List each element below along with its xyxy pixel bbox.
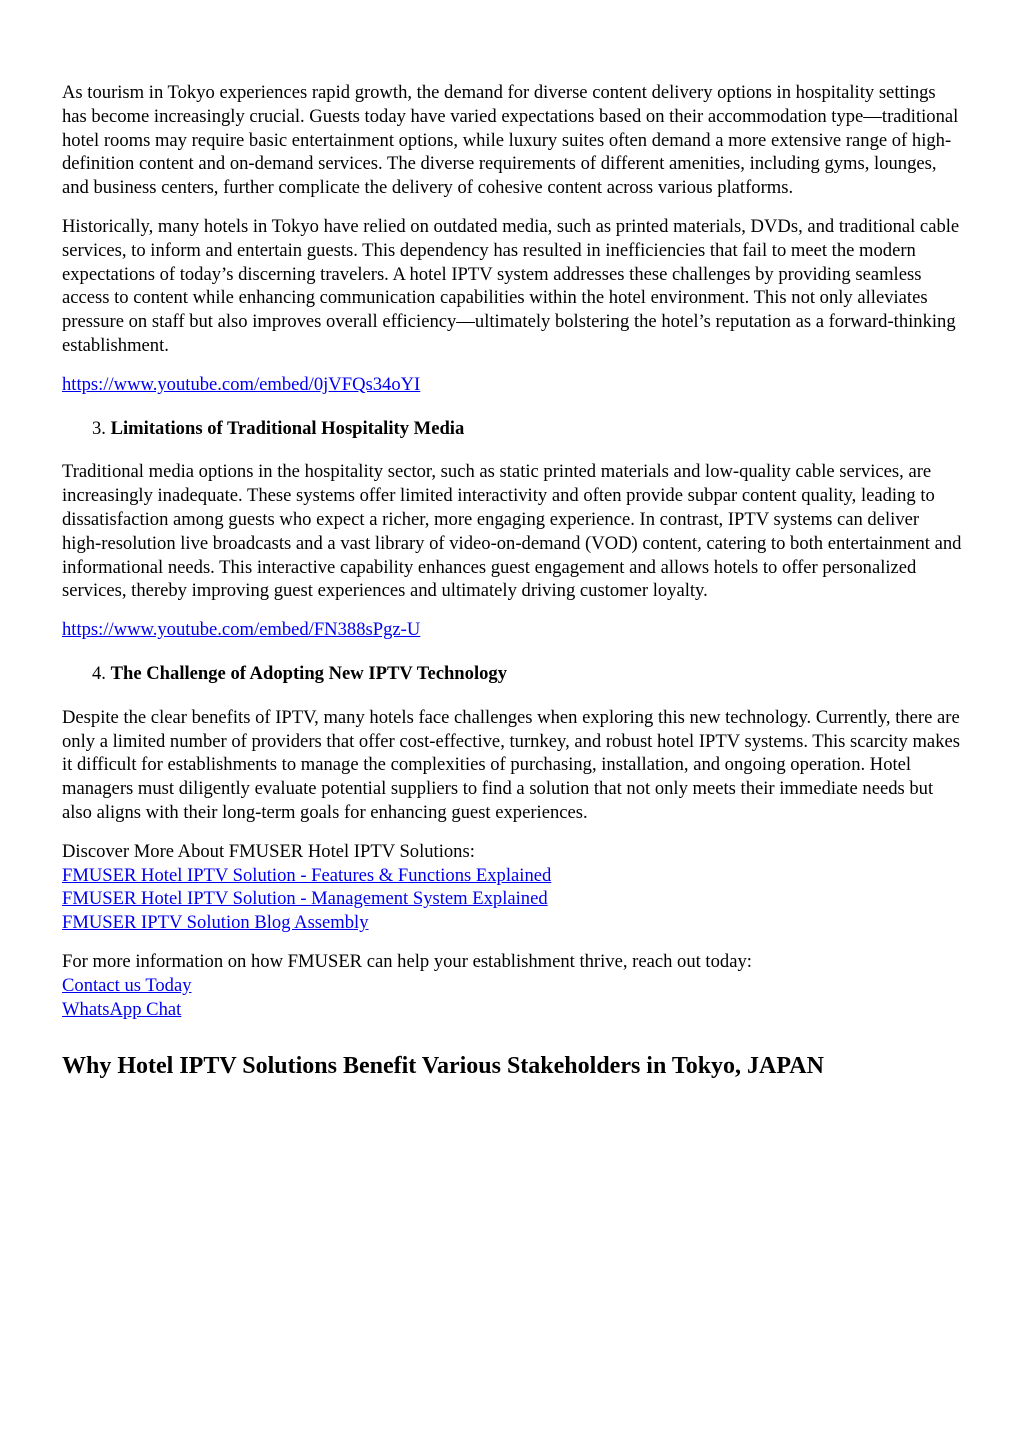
- paragraph-outdated-media: Historically, many hotels in Tokyo have relied on outdated media, such as printed materials, DVDs, and traditional cable services, to inform and entertain guests. This dependency has resulted in inefficiencies that fail to meet the modern expectations of today’s discerning travelers. A hotel IPTV system addresses these challenges by providing seamless access to content while enhancing communication capabilities within the hotel environment. This not only alleviates pressure on staff but also improves overall efficiency—ultimately bolstering the hotel’s reputation as a forward-thinking establishment.: [62, 215, 960, 356]
- list-number-3: 3.: [92, 417, 106, 439]
- management-system-link[interactable]: FMUSER Hotel IPTV Solution - Management System Explained: [62, 888, 548, 910]
- discover-more-block: [62, 840, 962, 935]
- video-link-line-2: [62, 618, 962, 642]
- paragraph-adoption-challenge: Despite the clear benefits of IPTV, many hotels face challenges when exploring this new technology. Currently, there are only a limited number of providers that offer cost-effective, turnkey, and robust hotel IPTV systems. This scarcity makes it difficult for establishments to manage the complexities of purchasing, installation, and ongoing operation. Hotel managers must diligently evaluate potential suppliers to find a solution that not only meets their immediate needs but also aligns with their long-term goals for enhancing guest experiences.: [62, 706, 960, 823]
- paragraph-tourism-demand: As tourism in Tokyo experiences rapid growth, the demand for diverse content delivery options in hospitality settings has become increasingly crucial. Guests today have varied expectations based on their accommodation type—traditional hotel rooms may require basic entertainment options, while luxury suites often demand a more extensive range of high-definition content and on-demand services. The diverse requirements of different amenities, including gyms, lounges, and business centers, further complicate the delivery of cohesive content across various platforms.: [62, 82, 959, 199]
- document-page: [62, 81, 962, 1081]
- contact-us-link[interactable]: Contact us Today: [62, 974, 192, 996]
- list-title-4: The Challenge of Adopting New IPTV Technology: [110, 662, 507, 684]
- contact-intro: For more information on how FMUSER can help your establishment thrive, reach out today:: [62, 950, 752, 972]
- list-heading-4: [62, 662, 962, 686]
- list-number-4: 4.: [92, 662, 106, 684]
- whatsapp-chat-link[interactable]: WhatsApp Chat: [62, 998, 182, 1020]
- section-heading-stakeholders: Why Hotel IPTV Solutions Benefit Various Stakeholders in Tokyo, JAPAN: [62, 1053, 824, 1080]
- discover-more-intro: Discover More About FMUSER Hotel IPTV Solutions:: [62, 840, 475, 862]
- list-heading-3: [62, 417, 962, 441]
- features-functions-link[interactable]: FMUSER Hotel IPTV Solution - Features & Functions Explained: [62, 864, 552, 886]
- youtube-link-2[interactable]: https://www.youtube.com/embed/FN388sPgz-U: [62, 619, 421, 641]
- youtube-link-1[interactable]: https://www.youtube.com/embed/0jVFQs34oYI: [62, 373, 421, 395]
- paragraph-traditional-limitations: Traditional media options in the hospitality sector, such as static printed materials and low-quality cable services, are increasingly inadequate. These systems offer limited interactivity and often provide subpar content quality, leading to dissatisfaction among guests who expect a richer, more engaging experience. In contrast, IPTV systems can deliver high-resolution live broadcasts and a vast library of video-on-demand (VOD) content, catering to both entertainment and informational needs. This interactive capability enhances guest engagement and allows hotels to offer personalized services, thereby improving guest experiences and ultimately driving customer loyalty.: [62, 461, 962, 602]
- contact-block: [62, 950, 962, 1021]
- list-title-3: Limitations of Traditional Hospitality Media: [110, 417, 465, 439]
- video-link-line-1: [62, 373, 962, 397]
- blog-assembly-link[interactable]: FMUSER IPTV Solution Blog Assembly: [62, 912, 369, 934]
